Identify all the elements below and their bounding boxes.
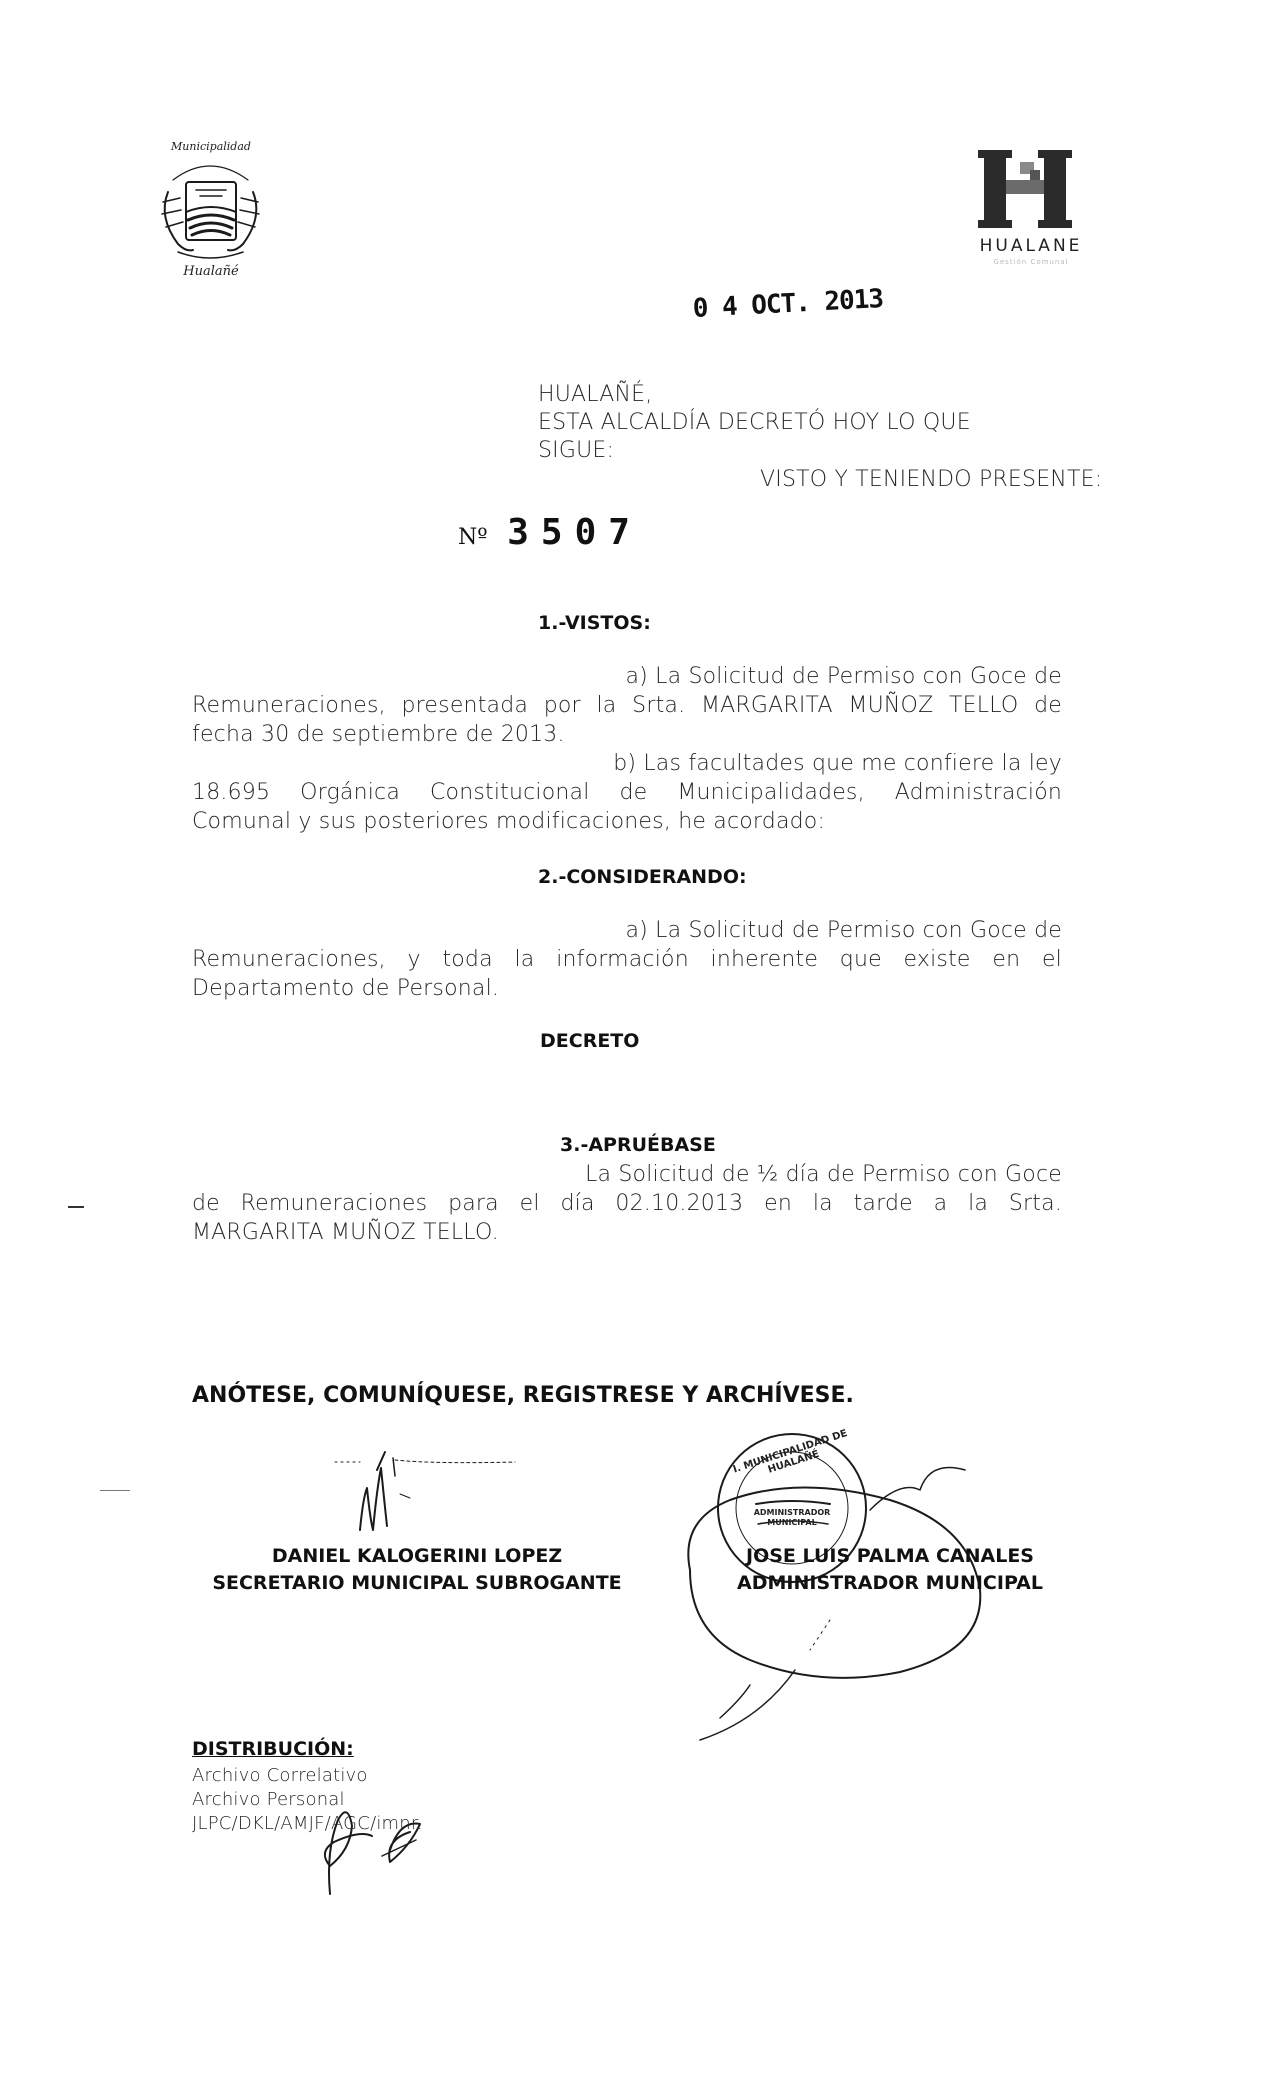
left-signatory-name: DANIEL KALOGERINI LOPEZ: [271, 1545, 563, 1567]
margin-mark: [68, 1206, 84, 1208]
section-1-title: 1.-VISTOS:: [538, 612, 651, 634]
hualane-tagline: Gestión Comunal: [993, 258, 1069, 266]
section-1-b-line-2: 18.695 Orgánica Constitucional de Municipalidades, Administración: [192, 780, 1062, 805]
section-2-a-line-3: Departamento de Personal.: [192, 976, 500, 1001]
right-signatory-name: JOSE LUIS PALMA CANALES: [746, 1545, 1034, 1567]
distribution-item-3: JLPC/DKL/AMJF/AGC/imnr.: [192, 1813, 423, 1834]
section-2-a-line-2: Remuneraciones, y toda la información inherente que existe en el: [192, 947, 1062, 972]
decree-number-value: 3507: [507, 512, 642, 553]
margin-mark: [100, 1490, 130, 1491]
right-signatory-title: ADMINISTRADOR MUNICIPAL: [737, 1572, 1043, 1594]
left-signature-icon: [315, 1448, 525, 1538]
left-signatory-title: SECRETARIO MUNICIPAL SUBROGANTE: [212, 1572, 622, 1594]
section-1-b-line-3: Comunal y sus posteriores modificaciones, he acordado:: [192, 809, 826, 834]
preamble-line-3: SIGUE:: [538, 438, 615, 463]
seal-center-text: ADMINISTRADOR MUNICIPAL: [753, 1508, 831, 1527]
hualane-h-icon: [960, 140, 1100, 240]
crest-bottom-text: Hualañé: [183, 264, 239, 279]
section-2-title: 2.-CONSIDERANDO:: [538, 866, 747, 888]
preamble-line-1: HUALAÑÉ,: [538, 382, 653, 407]
section-2-a-line-1: a) La Solicitud de Permiso con Goce de: [625, 918, 1062, 943]
closing-formula: ANÓTESE, COMUNÍQUESE, REGISTRESE Y ARCHÍVESE.: [192, 1383, 854, 1408]
distribution-title: DISTRIBUCIÓN:: [192, 1738, 354, 1760]
section-1-b-line-1: b) Las facultades que me confiere la ley: [613, 751, 1062, 776]
hualane-brand-logo: [960, 140, 1100, 275]
decree-number-prefix: Nº: [458, 525, 488, 550]
section-1-a-line-1: a) La Solicitud de Permiso con Goce de: [625, 664, 1062, 689]
section-3-line-2: de Remuneraciones para el día 02.10.2013 en la tarde a la Srta.: [192, 1191, 1062, 1216]
crest-top-text: Municipalidad: [171, 140, 251, 153]
preamble-line-4: VISTO Y TENIENDO PRESENTE:: [760, 467, 1103, 492]
seal-ring-text: I. MUNICIPALIDAD DE HUALAÑÉ: [731, 1428, 849, 1476]
preamble-line-2: ESTA ALCALDÍA DECRETÓ HOY LO QUE: [538, 410, 971, 435]
distribution-item-1: Archivo Correlativo: [192, 1765, 368, 1786]
section-3-title: 3.-APRUÉBASE: [560, 1134, 716, 1156]
date-stamp: 0 4 OCT. 2013: [692, 284, 884, 324]
section-3-line-3: MARGARITA MUÑOZ TELLO.: [192, 1220, 499, 1245]
hualane-brand-text: HUALANE: [979, 236, 1083, 256]
decree-number: [458, 512, 642, 553]
crest-icon: [148, 132, 273, 282]
section-3-line-1: La Solicitud de ½ día de Permiso con Goce: [585, 1162, 1062, 1187]
section-1-a-line-2: Remuneraciones, presentada por la Srta. MARGARITA MUÑOZ TELLO de: [192, 693, 1062, 718]
initials-scribble-icon: [290, 1790, 450, 1900]
distribution-item-2: Archivo Personal: [192, 1789, 345, 1810]
municipal-crest-logo: [148, 132, 273, 282]
section-1-a-line-3: fecha 30 de septiembre de 2013.: [192, 722, 565, 747]
decreto-label: DECRETO: [540, 1030, 640, 1052]
